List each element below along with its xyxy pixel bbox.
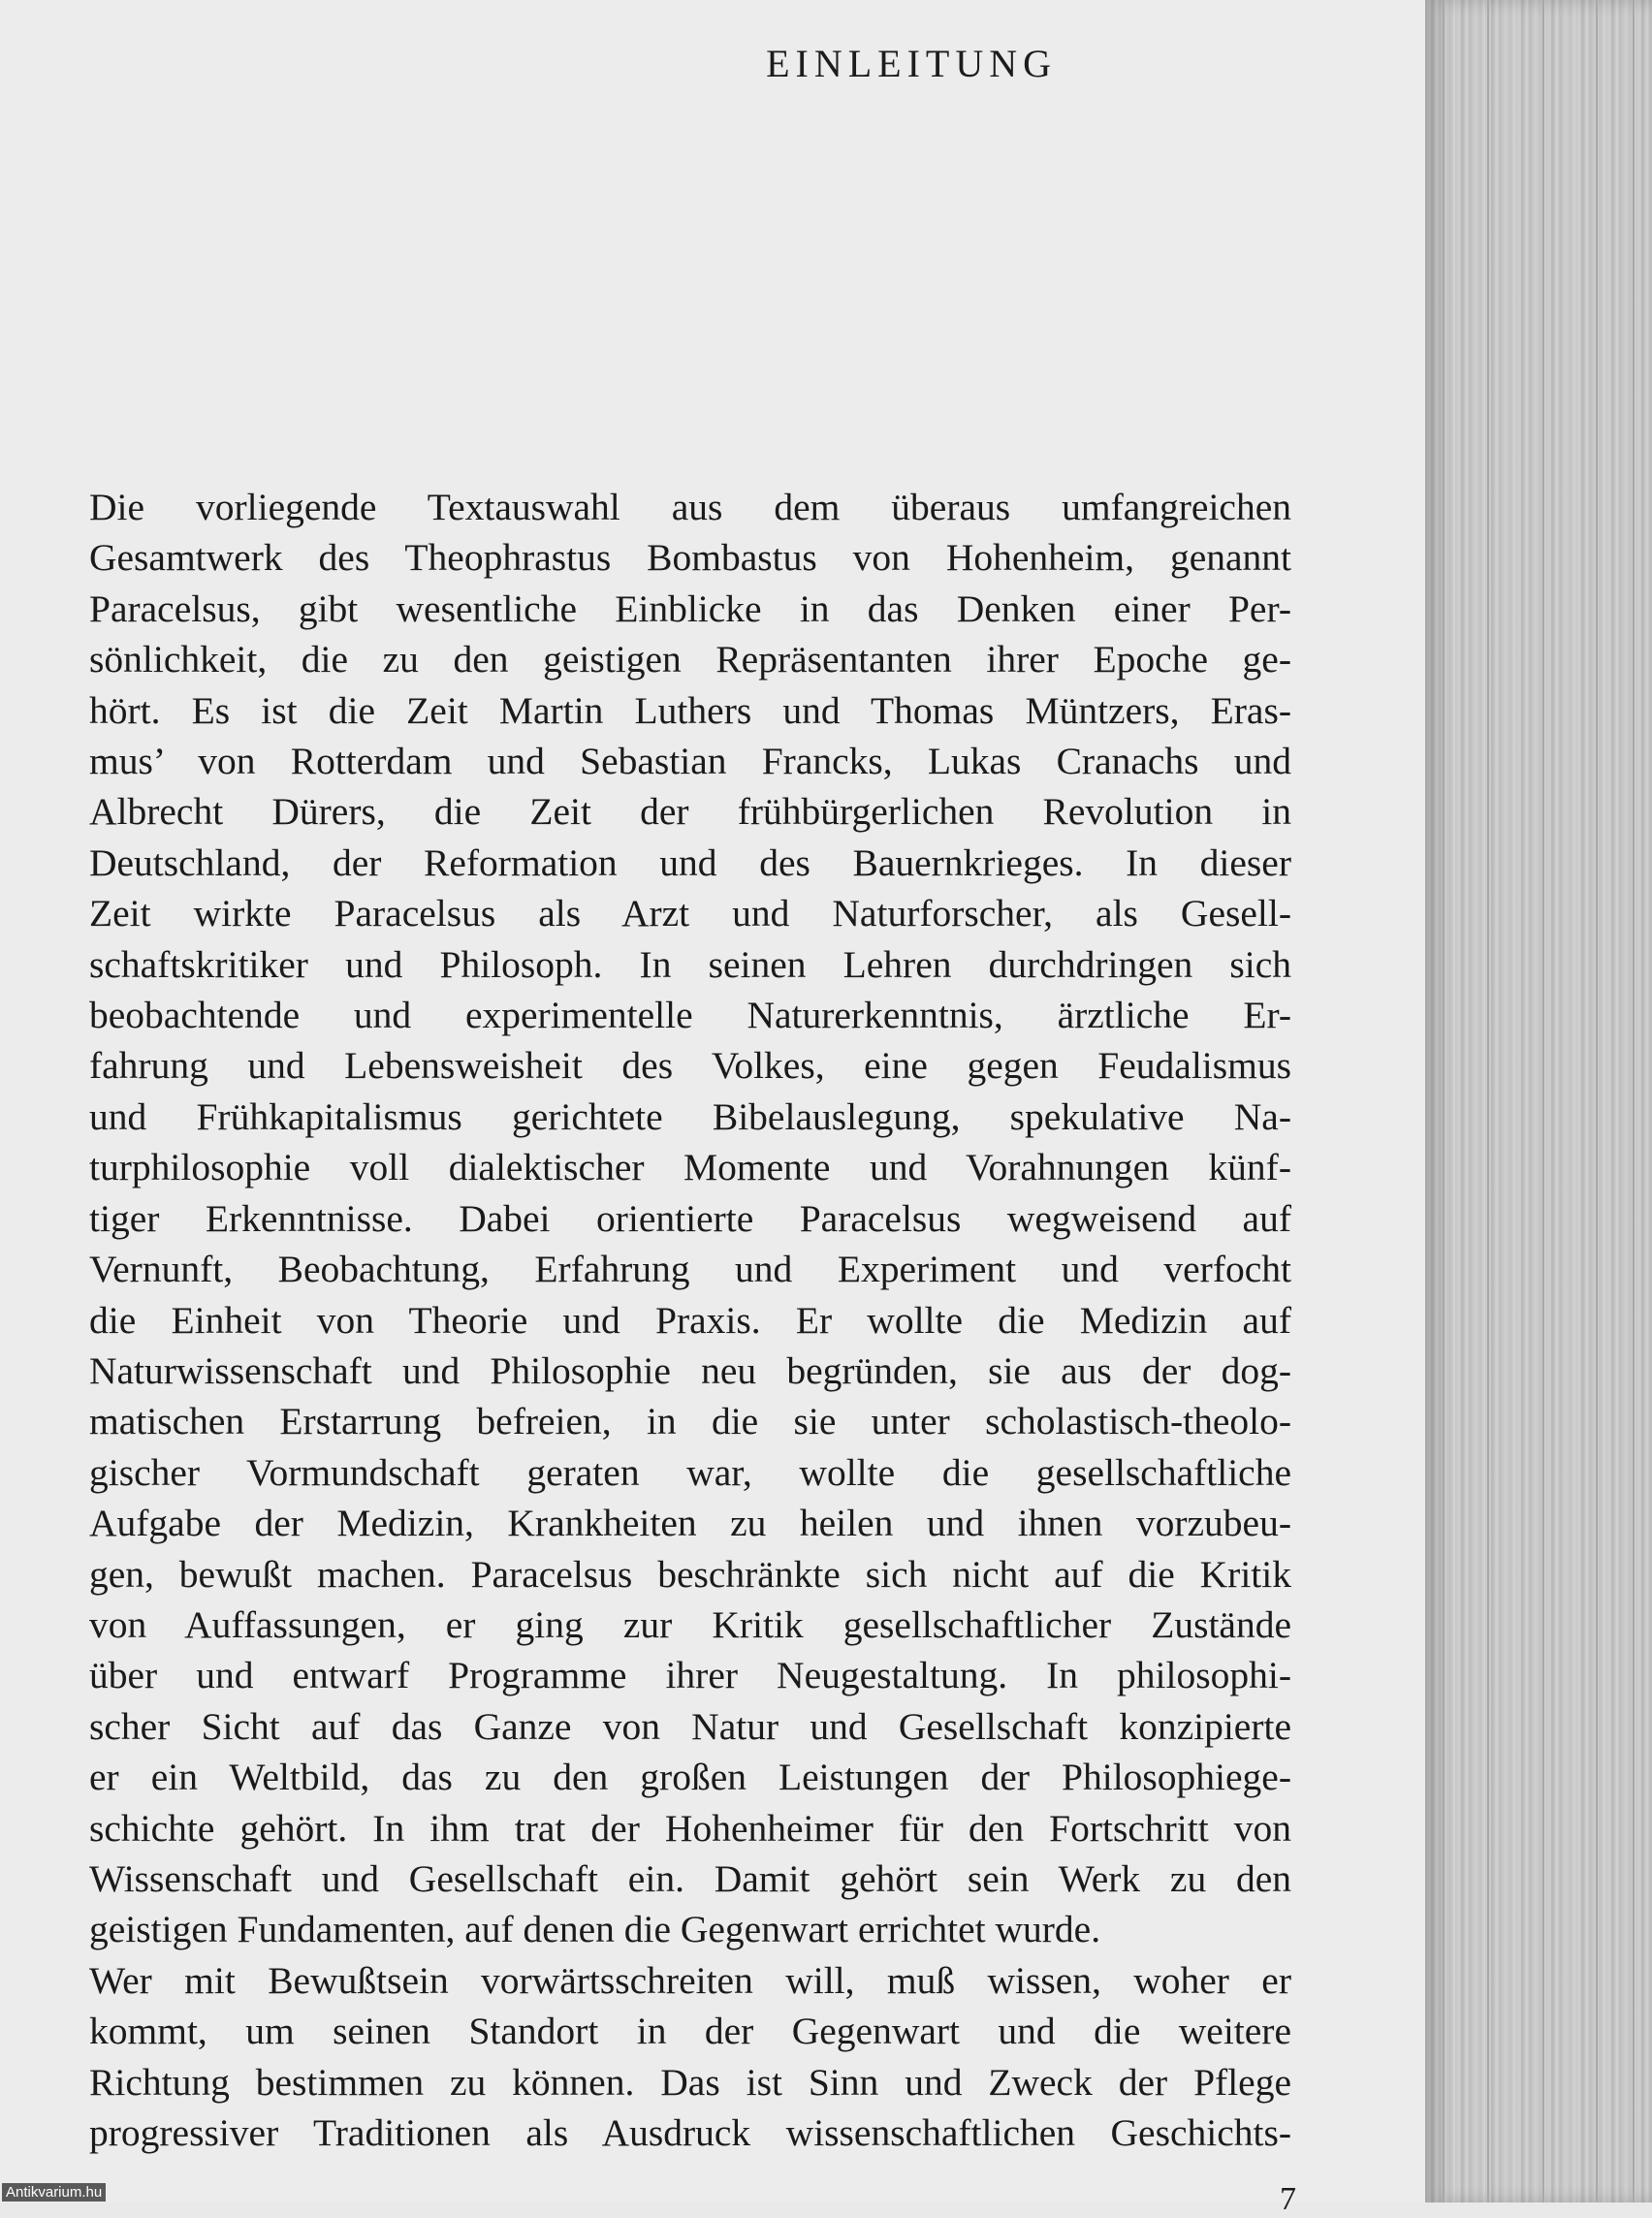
text-line: Aufgabe der Medizin, Krankheiten zu heilen und ihnen vorzubeu- xyxy=(89,1502,1291,1545)
text-line: mus’ von Rotterdam und Sebastian Francks, Lukas Cranachs und xyxy=(89,740,1291,783)
text-line: Zeit wirkte Paracelsus als Arzt und Naturforscher, als Gesell- xyxy=(89,892,1291,935)
page-edge-line xyxy=(1596,0,1598,2202)
text-line: gen, bewußt machen. Paracelsus beschränkte sich nicht auf die Kritik xyxy=(89,1552,1291,1596)
text-line: Wer mit Bewußtsein vorwärtsschreiten will, muß wissen, woher er xyxy=(89,1958,1291,2002)
text-line: er ein Weltbild, das zu den großen Leistungen der Philosophiege- xyxy=(89,1756,1291,1799)
text-line: schichte gehört. In ihm trat der Hohenheimer für den Fortschritt von xyxy=(89,1806,1291,1850)
text-line: scher Sicht auf das Ganze von Natur und Gesellschaft konzipierte xyxy=(89,1704,1291,1748)
body-text xyxy=(89,482,1291,2158)
paragraph-1 xyxy=(89,482,1291,1955)
text-line: Deutschland, der Reformation und des Bauernkrieges. In dieser xyxy=(89,840,1291,884)
text-line: Albrecht Dürers, die Zeit der frühbürgerlichen Revolution in xyxy=(89,790,1291,834)
text-line: gischer Vormundschaft geraten war, wollte die gesellschaftliche xyxy=(89,1450,1291,1494)
text-line: progressiver Traditionen als Ausdruck wissenschaftlichen Geschichts- xyxy=(89,2111,1291,2154)
text-line: matischen Erstarrung befreien, in die sie unter scholastisch-theolo- xyxy=(89,1400,1291,1443)
text-line: turphilosophie voll dialektischer Momente und Vorahnungen künf- xyxy=(89,1146,1291,1189)
page-edge-line xyxy=(1633,0,1635,2202)
page-number: 7 xyxy=(1280,2181,1296,2217)
text-line: geistigen Fundamenten, auf denen die Gegenwart errichtet wurde. xyxy=(89,1908,1101,1951)
text-line: Vernunft, Beobachtung, Erfahrung und Experiment und verfocht xyxy=(89,1248,1291,1291)
text-line: Naturwissenschaft und Philosophie neu begründen, sie aus der dog- xyxy=(89,1348,1291,1392)
text-line: über und entwarf Programme ihrer Neugestaltung. In philosophi- xyxy=(89,1654,1291,1697)
page-edge-line xyxy=(1443,0,1445,2202)
paragraph-2 xyxy=(89,1955,1291,2159)
text-line: sönlichkeit, die zu den geistigen Repräsentanten ihrer Epoche ge- xyxy=(89,638,1291,681)
text-line: Gesamtwerk des Theophrastus Bombastus von Hohenheim, genannt xyxy=(89,536,1291,580)
text-line: hört. Es ist die Zeit Martin Luthers und Thomas Müntzers, Eras- xyxy=(89,688,1291,732)
text-line: kommt, um seinen Standort in der Gegenwart und die weitere xyxy=(89,2010,1291,2053)
text-line: Richtung bestimmen zu können. Das ist Sinn und Zweck der Pflege xyxy=(89,2060,1291,2104)
watermark: Antikvarium.hu xyxy=(2,2183,106,2202)
page-edge-line xyxy=(1487,0,1489,2202)
text-line: beobachtende und experimentelle Naturerkenntnis, ärztliche Er- xyxy=(89,994,1291,1037)
text-line: von Auffassungen, er ging zur Kritik gesellschaftlicher Zustände xyxy=(89,1602,1291,1646)
text-line: Paracelsus, gibt wesentliche Einblicke in das Denken einer Per- xyxy=(89,586,1291,630)
text-line: Wissenschaft und Gesellschaft ein. Damit gehört sein Werk zu den xyxy=(89,1856,1291,1900)
page-edge-line xyxy=(1542,0,1544,2202)
running-head: EINLEITUNG xyxy=(766,42,1057,85)
text-line: und Frühkapitalismus gerichtete Bibelauslegung, spekulative Na- xyxy=(89,1094,1291,1138)
text-line: schaftskritiker und Philosoph. In seinen Lehren durchdringen sich xyxy=(89,942,1291,986)
book-page-edges xyxy=(1425,0,1652,2202)
text-line: die Einheit von Theorie und Praxis. Er wollte die Medizin auf xyxy=(89,1298,1291,1342)
text-line: tiger Erkenntnisse. Dabei orientierte Paracelsus wegweisend auf xyxy=(89,1196,1291,1240)
text-line: Die vorliegende Textauswahl aus dem überaus umfangreichen xyxy=(89,486,1291,528)
text-line: fahrung und Lebensweisheit des Volkes, eine gegen Feudalismus xyxy=(89,1044,1291,1088)
